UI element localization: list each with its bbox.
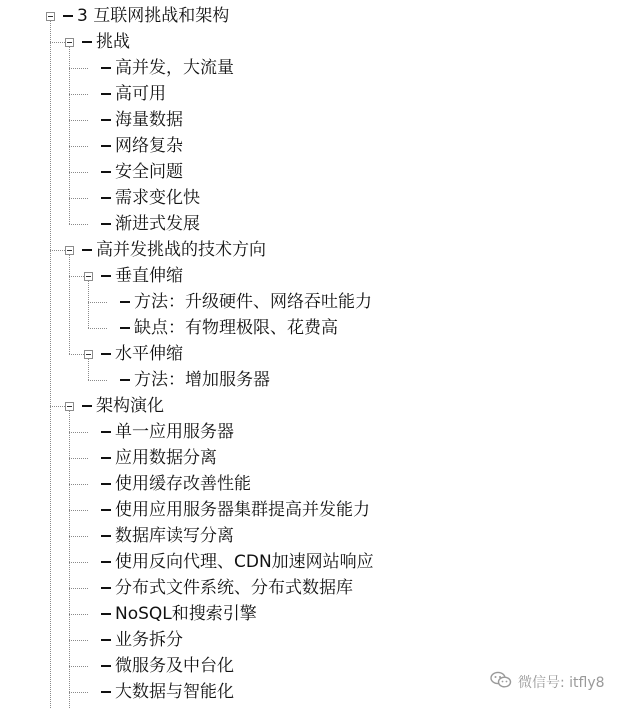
tree-connector bbox=[88, 380, 107, 381]
tree-connector bbox=[69, 484, 88, 485]
node-dash bbox=[101, 145, 111, 147]
tree-node-label[interactable]: 挑战 bbox=[96, 32, 130, 52]
tree-node-label[interactable]: 水平伸缩 bbox=[115, 344, 183, 364]
node-dash bbox=[82, 405, 92, 407]
tree-node-label[interactable]: 单一应用服务器 bbox=[115, 422, 234, 442]
tree-node-label[interactable]: 数据库读写分离 bbox=[115, 526, 234, 546]
tree-node-label[interactable]: 使用反向代理、CDN加速网站响应 bbox=[115, 552, 374, 572]
tree-connector bbox=[69, 458, 88, 459]
tree-node-label[interactable]: 海量数据 bbox=[115, 110, 183, 130]
tree-connector bbox=[69, 640, 88, 641]
node-dash bbox=[101, 275, 111, 277]
tree-node-label[interactable]: 使用缓存改善性能 bbox=[115, 474, 251, 494]
node-dash bbox=[120, 327, 130, 329]
tree-connector bbox=[69, 432, 88, 433]
node-dash bbox=[101, 561, 111, 563]
tree-branch-line bbox=[69, 47, 70, 224]
tree-connector bbox=[69, 510, 88, 511]
node-dash bbox=[101, 457, 111, 459]
tree-connector bbox=[88, 302, 107, 303]
tree-node-label[interactable]: 渐进式发展 bbox=[115, 214, 200, 234]
tree-connector bbox=[69, 146, 88, 147]
tree-node-label[interactable]: 高并发，大流量 bbox=[115, 58, 234, 78]
tree-connector bbox=[69, 172, 88, 173]
tree-connector bbox=[69, 94, 88, 95]
tree-node-label[interactable]: 高可用 bbox=[115, 84, 166, 104]
tree-branch-line bbox=[50, 21, 51, 708]
tree-node-label[interactable]: 分布式文件系统、分布式数据库 bbox=[115, 578, 353, 598]
tree-node-label[interactable]: 微服务及中台化 bbox=[115, 656, 234, 676]
tree-connector bbox=[69, 562, 88, 563]
tree-node-label[interactable]: 应用数据分离 bbox=[115, 448, 217, 468]
tree-connector bbox=[69, 614, 88, 615]
node-dash bbox=[82, 41, 92, 43]
node-dash bbox=[82, 249, 92, 251]
node-dash bbox=[120, 301, 130, 303]
tree-branch-line bbox=[88, 281, 89, 328]
node-dash bbox=[101, 535, 111, 537]
node-dash bbox=[101, 431, 111, 433]
tree-node-label[interactable]: 3 互联网挑战和架构 bbox=[77, 6, 230, 26]
tree-connector bbox=[69, 536, 88, 537]
node-dash bbox=[120, 379, 130, 381]
tree-branch-line bbox=[69, 458, 70, 708]
tree-node-label[interactable]: 垂直伸缩 bbox=[115, 266, 183, 286]
node-dash bbox=[101, 613, 111, 615]
collapse-toggle[interactable] bbox=[84, 350, 93, 359]
node-dash bbox=[101, 197, 111, 199]
node-dash bbox=[101, 665, 111, 667]
tree-connector bbox=[69, 120, 88, 121]
tree-node-label[interactable]: 方法：增加服务器 bbox=[134, 370, 270, 390]
tree-node-label[interactable]: 方法：升级硬件、网络吞吐能力 bbox=[134, 292, 372, 312]
tree-node-label[interactable]: 网络复杂 bbox=[115, 136, 183, 156]
tree-node-label[interactable]: 缺点：有物理极限、花费高 bbox=[134, 318, 338, 338]
tree-connector bbox=[69, 666, 88, 667]
tree-node-label[interactable]: 业务拆分 bbox=[115, 630, 183, 650]
tree-connector bbox=[69, 198, 88, 199]
node-dash bbox=[101, 353, 111, 355]
tree-connector bbox=[69, 68, 88, 69]
tree-node-label[interactable]: 大数据与智能化 bbox=[115, 682, 234, 702]
wechat-icon bbox=[490, 671, 512, 693]
node-dash bbox=[101, 509, 111, 511]
tree-node-label[interactable]: 需求变化快 bbox=[115, 188, 200, 208]
collapse-toggle[interactable] bbox=[65, 246, 74, 255]
tree-node-label[interactable]: 安全问题 bbox=[115, 162, 183, 182]
collapse-toggle[interactable] bbox=[65, 38, 74, 47]
collapse-toggle[interactable] bbox=[65, 402, 74, 411]
node-dash bbox=[101, 171, 111, 173]
node-dash bbox=[101, 639, 111, 641]
tree-branch-line bbox=[69, 255, 70, 354]
tree-connector bbox=[69, 588, 88, 589]
tree-node-label[interactable]: NoSQL和搜索引擎 bbox=[115, 604, 257, 624]
node-dash bbox=[101, 119, 111, 121]
tree-node-label[interactable]: 高并发挑战的技术方向 bbox=[96, 240, 266, 260]
node-dash bbox=[63, 15, 73, 17]
node-dash bbox=[101, 587, 111, 589]
tree-node-label[interactable]: 架构演化 bbox=[96, 396, 164, 416]
node-dash bbox=[101, 67, 111, 69]
tree-connector bbox=[88, 328, 107, 329]
tree-branch-line bbox=[88, 359, 89, 380]
node-dash bbox=[101, 223, 111, 225]
node-dash bbox=[101, 691, 111, 693]
wechat-watermark bbox=[490, 670, 605, 694]
tree-connector bbox=[69, 224, 88, 225]
collapse-toggle[interactable] bbox=[84, 272, 93, 281]
node-dash bbox=[101, 93, 111, 95]
tree-node-label[interactable]: 使用应用服务器集群提高并发能力 bbox=[115, 500, 370, 520]
node-dash bbox=[101, 483, 111, 485]
collapse-toggle[interactable] bbox=[46, 12, 55, 21]
tree-connector bbox=[69, 692, 88, 693]
watermark-text: 微信号: itfly8 bbox=[518, 675, 605, 691]
